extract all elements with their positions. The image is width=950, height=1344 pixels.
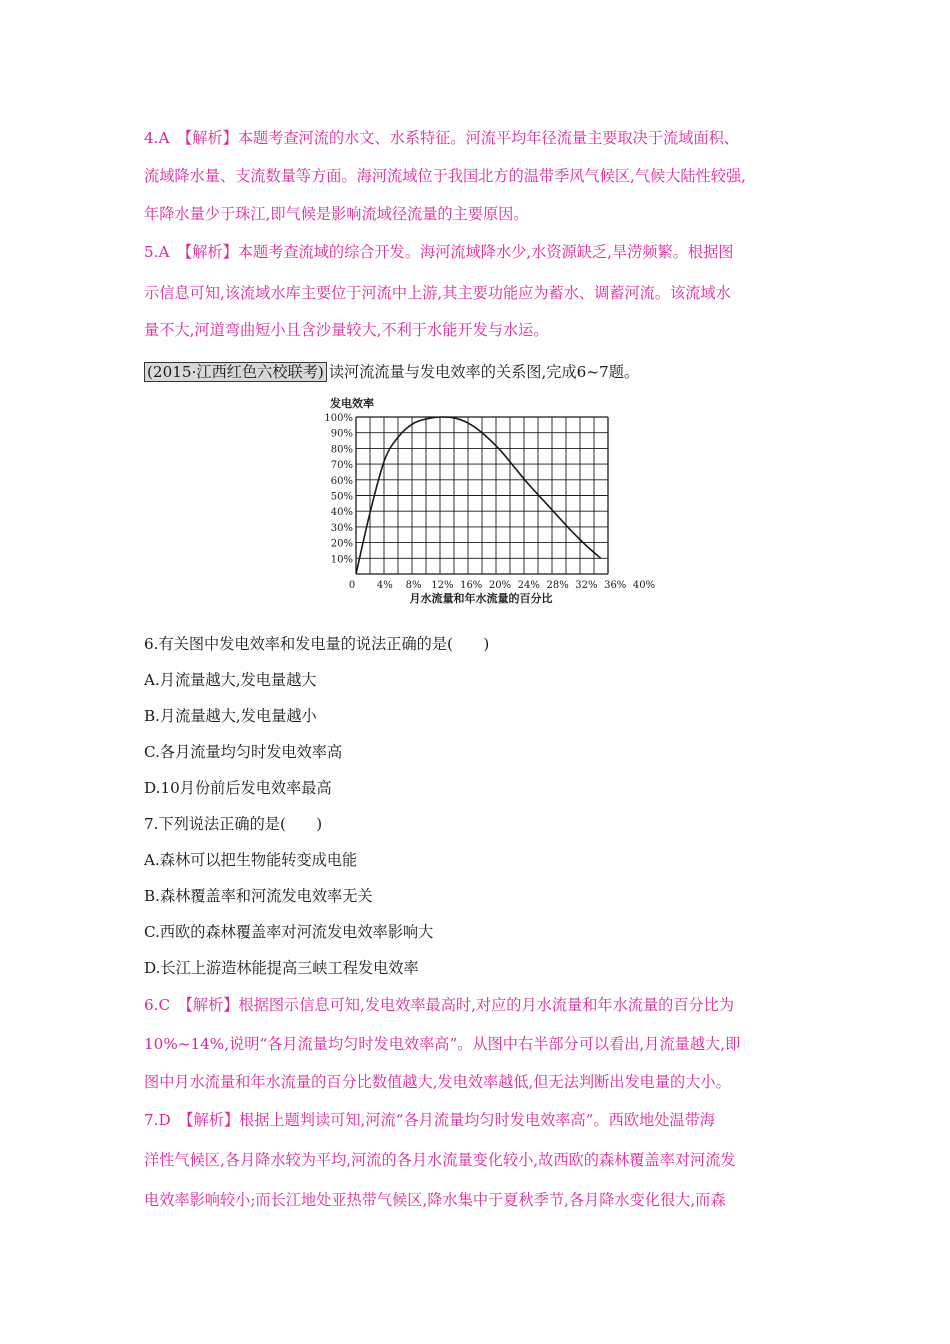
analysis-7-line-2: 洋性气候区,各月降水较为平均,河流的各月水流量变化较小,故西欧的森林覆盖率对河流发 [144, 1151, 736, 1169]
y-tick-label: 30% [330, 522, 353, 534]
x-tick-label: 16% [460, 580, 483, 591]
x-tick-label: 0 [348, 580, 356, 591]
question-7: 7.下列说法正确的是( ) [144, 815, 323, 833]
x-tick-label: 24% [517, 580, 540, 591]
question-6-option-b: B.月流量越大,发电量越小 [144, 707, 317, 725]
y-tick-label: 40% [330, 507, 353, 519]
source-label: (2015·江西红色六校联考) [144, 362, 327, 382]
chart-x-ticks [349, 580, 655, 591]
question-7-option-a: A.森林可以把生物能转变成电能 [144, 851, 358, 869]
x-tick-label: 32% [575, 580, 598, 591]
chart-x-label: 月水流量和年水流量的百分比 [409, 592, 553, 605]
analysis-5-line-3: 量不大,河道弯曲短小且含沙量较大,不利于水能开发与水运。 [144, 321, 549, 339]
intro-text: 读河流流量与发电效率的关系图,完成6~7题。 [328, 363, 640, 381]
analysis-7-line-1: 7.D 【解析】根据上题判读可知,河流“各月流量均匀时发电效率高”。西欧地处温带海 [144, 1111, 715, 1129]
x-tick-label: 20% [488, 580, 512, 591]
chart-y-ticks [324, 413, 353, 565]
x-tick-label: 4% [376, 580, 393, 591]
question-6-option-d: D.10月份前后发电效率最高 [144, 779, 332, 797]
y-tick-label: 100% [324, 413, 353, 424]
chart-y-label: 发电效率 [330, 397, 374, 410]
analysis-4-line-2: 流域降水量、支流数量等方面。海河流域位于我国北方的温带季风气候区,气候大陆性较强, [144, 167, 746, 185]
analysis-5-line-1: 5.A 【解析】本题考查流域的综合开发。海河流域降水少,水资源缺乏,旱涝频繁。根据图 [144, 243, 734, 261]
chart-grid [356, 417, 608, 574]
analysis-4-line-1: 4.A 【解析】本题考查河流的水文、水系特征。河流平均年径流量主要取决于流域面积、 [144, 129, 739, 147]
y-tick-label: 10% [330, 554, 353, 566]
y-tick-label: 60% [330, 475, 353, 487]
question-7-option-b: B.森林覆盖率和河流发电效率无关 [144, 887, 373, 905]
efficiency-chart [318, 392, 656, 610]
analysis-7-line-3: 电效率影响较小;而长江地处亚热带气候区,降水集中于夏秋季节,各月降水变化很大,而森 [144, 1191, 726, 1209]
analysis-6-line-1: 6.C 【解析】根据图示信息可知,发电效率最高时,对应的月水流量和年水流量的百分比为 [144, 996, 735, 1014]
x-tick-label: 40% [632, 580, 656, 591]
analysis-6-line-2: 10%~14%,说明“各月流量均匀时发电效率高”。从图中右半部分可以看出,月流量越大,即 [144, 1035, 741, 1053]
x-tick-label: 8% [405, 580, 422, 591]
y-tick-label: 90% [330, 428, 353, 440]
y-tick-label: 80% [330, 444, 353, 456]
analysis-4-line-3: 年降水量少于珠江,即气候是影响流域径流量的主要原因。 [144, 205, 529, 223]
question-6: 6.有关图中发电效率和发电量的说法正确的是( ) [144, 635, 490, 653]
y-tick-label: 50% [330, 491, 353, 503]
x-tick-label: 36% [604, 580, 627, 591]
analysis-5-line-2: 示信息可知,该流域水库主要位于河流中上游,其主要功能应为蓄水、调蓄河流。该流域水 [144, 284, 731, 302]
analysis-6-line-3: 图中月水流量和年水流量的百分比数值越大,发电效率越低,但无法判断出发电量的大小。 [144, 1073, 731, 1091]
question-intro [144, 362, 639, 382]
question-6-option-a: A.月流量越大,发电量越大 [144, 671, 317, 689]
question-7-option-c: C.西欧的森林覆盖率对河流发电效率影响大 [144, 923, 434, 941]
x-tick-label: 28% [546, 580, 569, 591]
x-tick-label: 12% [431, 580, 454, 591]
y-tick-label: 70% [330, 460, 353, 472]
question-6-option-c: C.各月流量均匀时发电效率高 [144, 743, 343, 761]
y-tick-label: 20% [330, 538, 353, 550]
question-7-option-d: D.长江上游造林能提高三峡工程发电效率 [144, 959, 419, 977]
